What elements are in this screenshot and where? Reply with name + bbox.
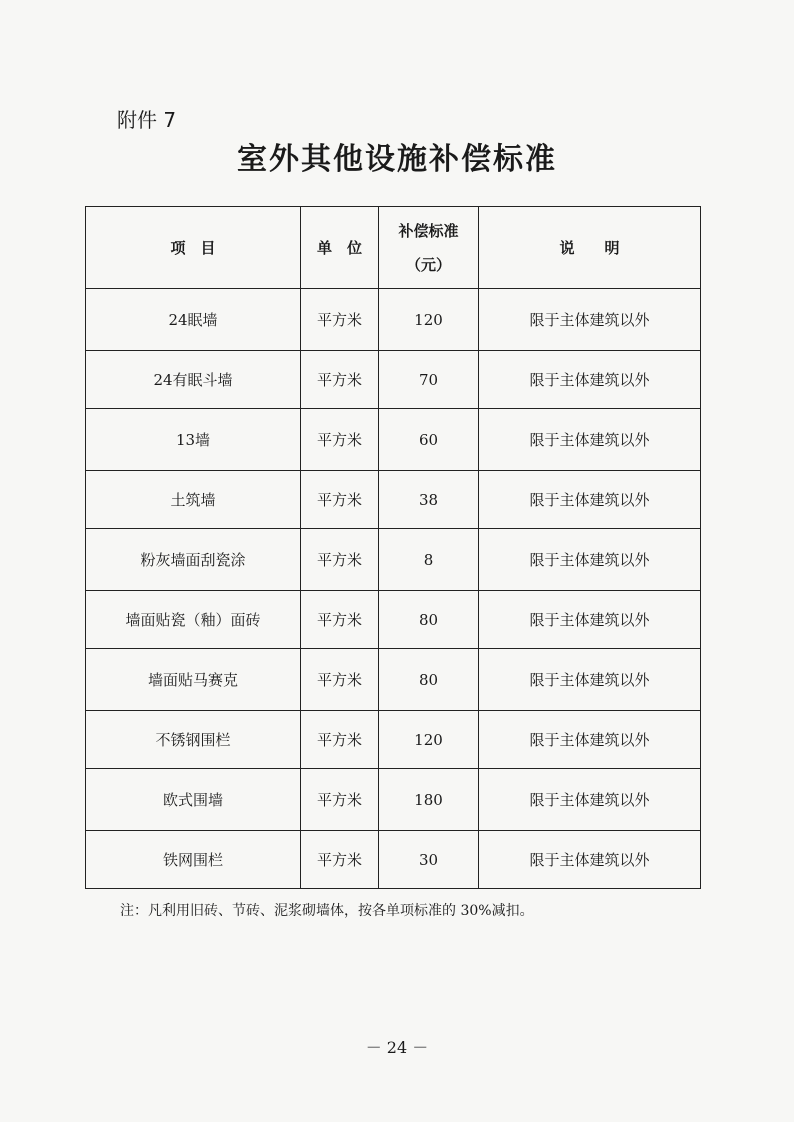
table-row: [86, 649, 701, 711]
cell-item: 不锈钢围栏: [86, 711, 301, 769]
cell-item: 粉灰墙面刮瓷涂: [86, 529, 301, 591]
cell-note: 限于主体建筑以外: [479, 711, 701, 769]
cell-item: 墙面贴瓷（釉）面砖: [86, 591, 301, 649]
cell-note: 限于主体建筑以外: [479, 351, 701, 409]
cell-price: 80: [379, 649, 479, 711]
cell-note: 限于主体建筑以外: [479, 769, 701, 831]
cell-unit: 平方米: [301, 591, 379, 649]
cell-unit: 平方米: [301, 831, 379, 889]
cell-unit: 平方米: [301, 769, 379, 831]
cell-unit: 平方米: [301, 529, 379, 591]
header-standard-label: 补偿标准: [398, 221, 459, 240]
footnote: 注：凡利用旧砖、节砖、泥浆砌墙体，按各单项标准的 30%减扣。: [120, 903, 534, 919]
table-row: [86, 529, 701, 591]
cell-note: 限于主体建筑以外: [479, 831, 701, 889]
header-standard: [379, 207, 479, 289]
table-row: [86, 711, 701, 769]
cell-price: 120: [379, 711, 479, 769]
cell-unit: 平方米: [301, 351, 379, 409]
cell-note: 限于主体建筑以外: [479, 529, 701, 591]
cell-item: 24眠墙: [86, 289, 301, 351]
cell-unit: 平方米: [301, 409, 379, 471]
header-item: 项 目: [86, 207, 301, 289]
cell-price: 60: [379, 409, 479, 471]
header-unit: 单 位: [301, 207, 379, 289]
cell-price: 80: [379, 591, 479, 649]
cell-price: 180: [379, 769, 479, 831]
cell-note: 限于主体建筑以外: [479, 289, 701, 351]
table-row: [86, 289, 701, 351]
cell-note: 限于主体建筑以外: [479, 591, 701, 649]
cell-unit: 平方米: [301, 649, 379, 711]
table-row: [86, 591, 701, 649]
table-row: [86, 351, 701, 409]
table-row: [86, 471, 701, 529]
table-header-row: [86, 207, 701, 289]
cell-item: 土筑墙: [86, 471, 301, 529]
cell-note: 限于主体建筑以外: [479, 471, 701, 529]
cell-price: 38: [379, 471, 479, 529]
cell-unit: 平方米: [301, 471, 379, 529]
cell-unit: 平方米: [301, 711, 379, 769]
cell-note: 限于主体建筑以外: [479, 409, 701, 471]
cell-price: 120: [379, 289, 479, 351]
table-row: [86, 409, 701, 471]
cell-unit: 平方米: [301, 289, 379, 351]
cell-item: 13墙: [86, 409, 301, 471]
page-title: 室外其他设施补偿标准: [237, 142, 557, 177]
table-row: [86, 769, 701, 831]
cell-price: 30: [379, 831, 479, 889]
compensation-table: [85, 206, 701, 889]
cell-price: 8: [379, 529, 479, 591]
table-row: [86, 831, 701, 889]
cell-item: 铁网围栏: [86, 831, 301, 889]
cell-note: 限于主体建筑以外: [479, 649, 701, 711]
cell-item: 欧式围墙: [86, 769, 301, 831]
page-number: － 24 －: [365, 1038, 429, 1057]
cell-price: 70: [379, 351, 479, 409]
header-standard-unit: （元）: [405, 255, 451, 274]
header-note: 说 明: [479, 207, 701, 289]
cell-item: 24有眠斗墙: [86, 351, 301, 409]
attachment-label: 附件 7: [117, 108, 177, 132]
cell-item: 墙面贴马赛克: [86, 649, 301, 711]
